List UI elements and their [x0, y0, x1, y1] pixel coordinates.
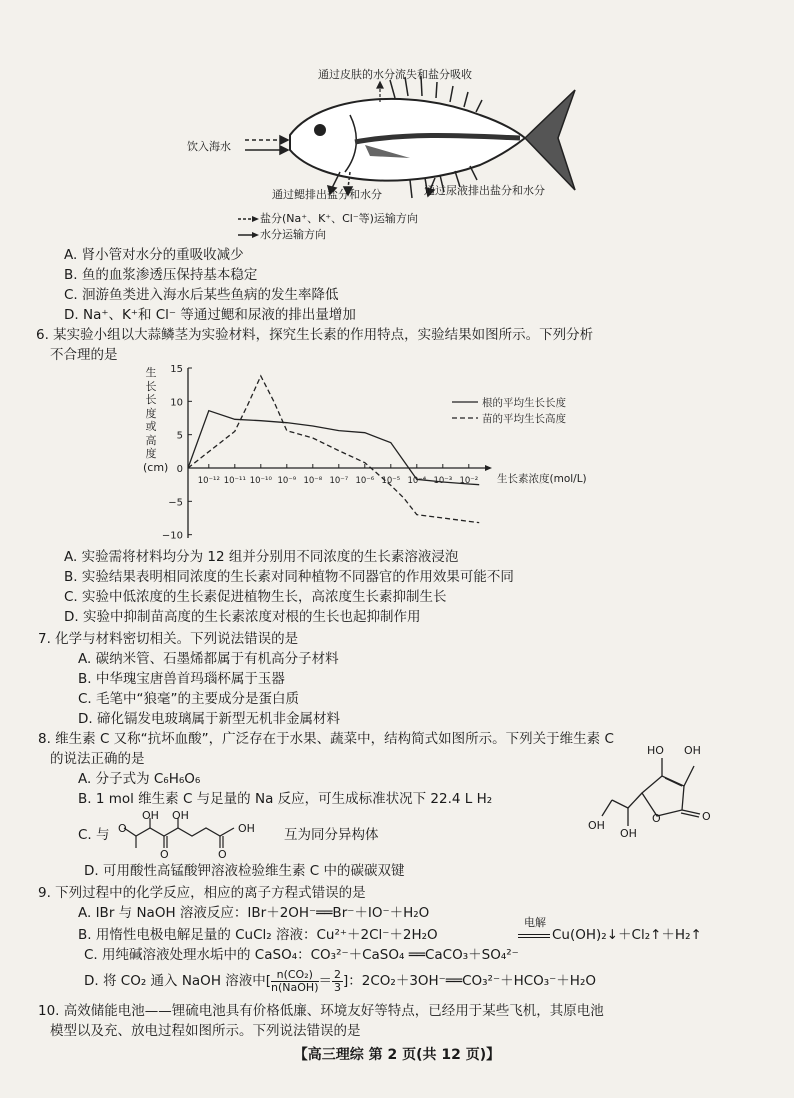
q9-option-a: A. IBr 与 NaOH 溶液反应：IBr＋2OH⁻══Br⁻＋IO⁻＋H₂O [78, 905, 430, 921]
q7-stem: 7. 化学与材料密切相关。下列说法错误的是 [38, 631, 299, 647]
iso-label-oh1: OH [142, 809, 159, 822]
q5-option-a: A. 肾小管对水分的重吸收减少 [64, 247, 244, 263]
q9-d-value-den: 3 [334, 980, 341, 994]
y-tick-label-4: 10 [170, 397, 183, 409]
legend-water-arrow [238, 230, 260, 240]
x-tick-label-9: 10⁻³ [433, 476, 453, 486]
q6-option-d: D. 实验中抑制苗高度的生长素浓度对根的生长也起抑制作用 [64, 609, 421, 625]
q9-d-eq: ＝ [318, 973, 332, 989]
x-tick-label-1: 10⁻¹¹ [223, 476, 246, 486]
y-tick-label-3: 5 [176, 430, 183, 442]
q8-option-c-post: 互为同分异构体 [284, 827, 379, 843]
vc-label-oh-top: OH [684, 744, 701, 757]
x-axis-arrow [485, 465, 492, 471]
vc-label-ho: HO [647, 744, 664, 757]
iso-label-o2: O [160, 848, 169, 861]
q9-electrolysis-cond: 电解 [524, 916, 546, 929]
y-tick-label-0: −10 [161, 530, 183, 542]
q7-option-c: C. 毛笔中“狼毫”的主要成分是蛋白质 [78, 691, 299, 707]
iso-label-oh2: OH [172, 809, 189, 822]
x-tick-label-6: 10⁻⁶ [355, 476, 375, 486]
x-tick-label-5: 10⁻⁷ [329, 476, 349, 486]
q8-option-d: D. 可用酸性高锰酸钾溶液检验维生素 C 中的碳碳双键 [84, 863, 405, 879]
y-tick-label-1: −5 [168, 497, 183, 509]
iso-label-oh3: OH [238, 822, 255, 835]
legend-salt-label: 盐分(Na⁺、K⁺、Cl⁻等)运输方向 [260, 212, 418, 225]
x-tick-label-8: 10⁻⁴ [407, 476, 427, 486]
vc-label-oh-left: OH [588, 819, 605, 832]
q8-stem: 8. 维生素 C 又称“抗坏血酸”，广泛存在于水果、蔬菜中，结构简式如图所示。下列关于维生素 C [38, 731, 614, 747]
q7-option-a: A. 碳纳米管、石墨烯都属于有机高分子材料 [78, 651, 339, 667]
q5-option-c: C. 洄游鱼类进入海水后某些鱼病的发生率降低 [64, 287, 339, 303]
q7-option-b: B. 中华瑰宝唐兽首玛瑙杯属于玉器 [78, 671, 285, 687]
q8-stem-cont: 的说法正确的是 [50, 751, 145, 767]
legend-label-0: 根的平均生长长度 [482, 397, 566, 409]
q8-option-a: A. 分子式为 C₆H₆O₆ [78, 771, 201, 787]
q6-option-c: C. 实验中低浓度的生长素促进植物生长，高浓度生长素抑制生长 [64, 589, 447, 605]
q9-electrolysis-line [518, 934, 550, 938]
q7-option-d: D. 碲化镉发电玻璃属于新型无机非金属材料 [78, 711, 340, 727]
fish-urine-label: 通过尿液排出盐分和水分 [424, 184, 545, 197]
chart-ylabel: 生长长度或高度(cm) [143, 366, 169, 474]
vc-label-o-carbonyl: O [702, 810, 711, 823]
q9-d-post: ]：2CO₂＋3OH⁻══CO₃²⁻＋HCO₃⁻＋H₂O [343, 973, 596, 989]
fish-gill-label: 通过鳃排出盐分和水分 [272, 188, 382, 201]
q10-stem-cont: 模型以及充、放电过程如图所示。下列说法错误的是 [50, 1023, 361, 1039]
q6-option-a: A. 实验需将材料均分为 12 组并分别用不同浓度的生长素溶液浸泡 [64, 549, 459, 565]
series-1-line [188, 376, 479, 523]
x-axis-label: 生长素浓度(mol/L) [497, 473, 587, 485]
q8-option-b: B. 1 mol 维生素 C 与足量的 Na 反应，可生成标准状况下 22.4 L H₂ [78, 791, 493, 807]
legend-label-1: 苗的平均生长高度 [482, 413, 566, 425]
fish-eye [314, 124, 326, 136]
q6-option-b: B. 实验结果表明相同浓度的生长素对同种植物不同器官的作用效果可能不同 [64, 569, 514, 585]
x-tick-label-2: 10⁻¹⁰ [249, 476, 272, 486]
q9-d-ratio-num: n(CO₂) [271, 969, 318, 982]
q6-stem-cont: 不合理的是 [50, 347, 118, 363]
iso-label-o1: O [118, 822, 127, 835]
vc-label-oh-mid: OH [620, 827, 637, 840]
q9-d-ratio [271, 969, 318, 994]
q5-option-d: D. Na⁺、K⁺和 Cl⁻ 等通过鳃和尿液的排出量增加 [64, 307, 356, 323]
page-footer: 【高三理综 第 2 页(共 12 页)】 [293, 1047, 501, 1063]
q9-option-d [84, 964, 596, 998]
x-tick-label-3: 10⁻⁹ [277, 476, 297, 486]
series-0-line [188, 411, 479, 485]
iso-label-o3: O [218, 848, 227, 861]
q9-d-pre: D. 将 CO₂ 通入 NaOH 溶液中[ [84, 973, 272, 989]
y-tick-label-2: 0 [176, 464, 183, 475]
q9-option-c: C. 用纯碱溶液处理水垢中的 CaSO₄：CO₃²⁻＋CaSO₄ ══CaCO₃＋SO₄²⁻ [84, 947, 519, 963]
x-tick-label-0: 10⁻¹² [197, 476, 220, 486]
q9-d-value-num: 2 [334, 967, 341, 981]
legend-water-label: 水分运输方向 [260, 228, 326, 241]
fish-left-label: 饮入海水 [187, 140, 231, 153]
q9-d-value [332, 969, 343, 994]
x-tick-label-10: 10⁻² [459, 476, 479, 486]
fish-top-label: 通过皮肤的水分流失和盐分吸收 [318, 68, 472, 81]
y-tick-label-5: 15 [170, 364, 183, 375]
vc-label-o-ring: O [652, 812, 661, 825]
x-tick-label-4: 10⁻⁸ [303, 476, 323, 486]
q9-d-ratio-den: n(NaOH) [271, 980, 319, 994]
auxin-chart [160, 360, 620, 545]
legend-salt-arrow [238, 214, 260, 224]
q5-option-b: B. 鱼的血浆渗透压保持基本稳定 [64, 267, 258, 283]
q8-option-c-pre: C. 与 [78, 827, 110, 843]
q6-stem: 6. 某实验小组以大蒜鳞茎为实验材料，探究生长素的作用特点，实验结果如图所示。下列分析 [36, 327, 594, 343]
q9-stem: 9. 下列过程中的化学反应，相应的离子方程式错误的是 [38, 885, 366, 901]
q9-option-b-pre: B. 用惰性电极电解足量的 CuCl₂ 溶液：Cu²⁺＋2Cl⁻＋2H₂O [78, 927, 438, 943]
x-tick-label-7: 10⁻⁵ [381, 476, 401, 486]
q10-stem: 10. 高效储能电池——锂硫电池具有价格低廉、环境友好等特点，已经用于某些飞机，其原电池 [38, 1003, 604, 1019]
q9-option-b-post: Cu(OH)₂↓＋Cl₂↑＋H₂↑ [552, 927, 702, 943]
